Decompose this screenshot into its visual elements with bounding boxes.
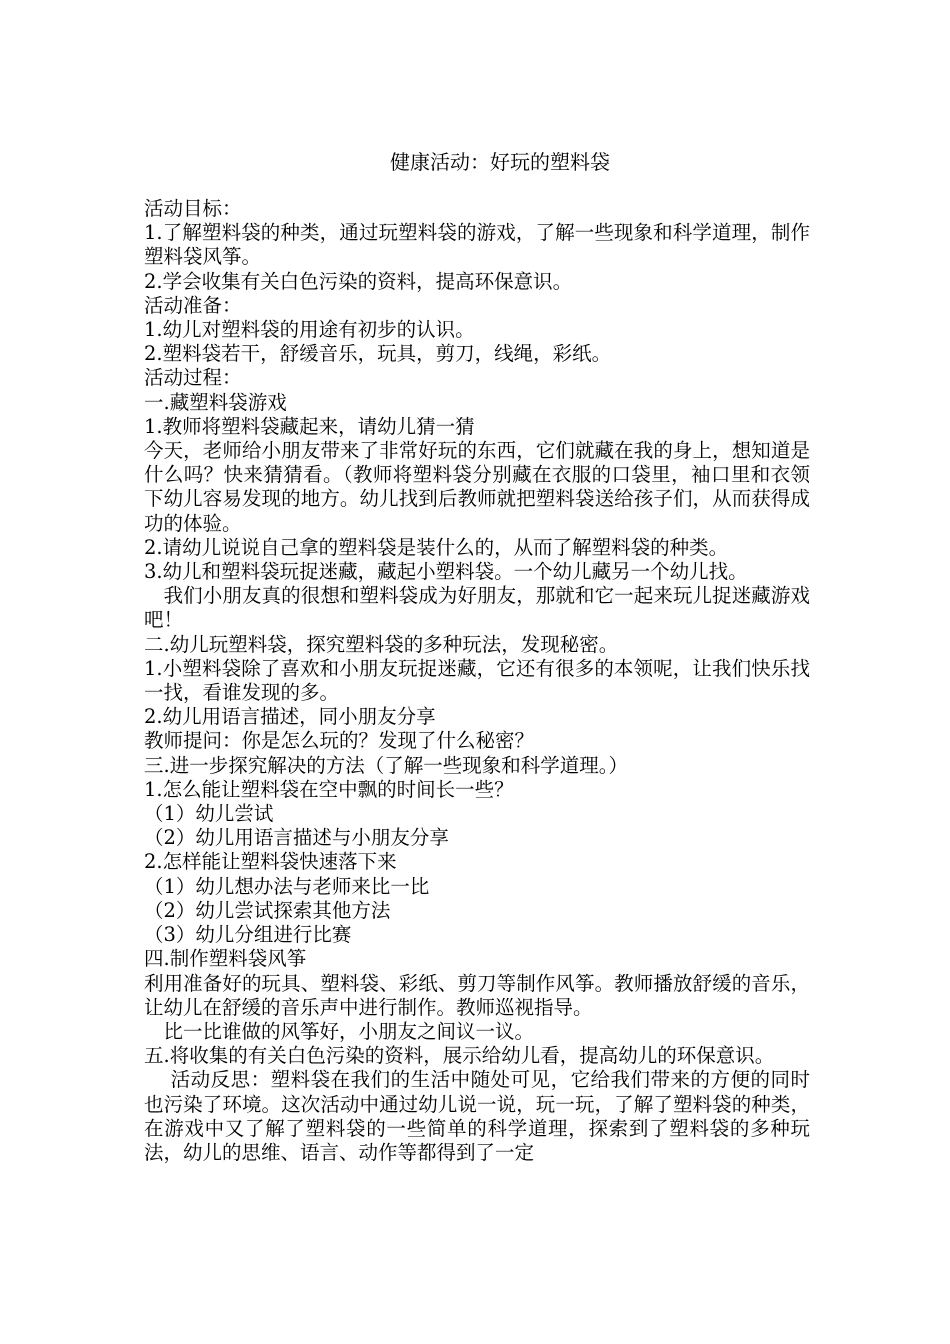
paragraph: （1）幼儿尝试 — [144, 802, 274, 826]
paragraph: 1.幼儿对塑料袋的用途有初步的认识。 — [144, 318, 475, 342]
paragraph: 1.怎么能让塑料袋在空中飘的时间长一些？ — [144, 777, 514, 801]
paragraph: 三.进一步探究解决的方法（了解一些现象和科学道理。） — [144, 753, 628, 777]
paragraph: 2.塑料袋若干，舒缓音乐，玩具，剪刀，线绳，彩纸。 — [144, 342, 612, 366]
paragraph: 活动准备： — [144, 293, 242, 317]
paragraph: （1）幼儿想办法与老师来比一比 — [144, 874, 430, 898]
paragraph: 利用准备好的玩具、塑料袋、彩纸、剪刀等制作风筝。教师播放舒缓的音乐，让幼儿在舒缓的音乐声中进行制作。教师巡视指导。 — [144, 971, 810, 1019]
paragraph: （2）幼儿用语言描述与小朋友分享 — [144, 826, 449, 850]
paragraph: （2）幼儿尝试探索其他方法 — [144, 898, 391, 922]
paragraph: 3.幼儿和塑料袋玩捉迷藏，藏起小塑料袋。一个幼儿藏另一个幼儿找。 — [144, 560, 748, 584]
document-title: 健康活动：好玩的塑料袋 — [390, 150, 610, 174]
paragraph: 1.教师将塑料袋藏起来，请幼儿猜一猜 — [144, 414, 475, 438]
paragraph: 今天，老师给小朋友带来了非常好玩的东西，它们就藏在我的身上，想知道是什么吗？快来猜猜看。（教师将塑料袋分别藏在衣服的口袋里，袖口里和衣领下幼儿容易发现的地方。幼儿找到后教师就把塑料袋送给孩子们，从而获得成功的体验。 — [144, 439, 810, 535]
paragraph: 1.小塑料袋除了喜欢和小朋友玩捉迷藏，它还有很多的本领呢，让我们快乐找一找，看谁发现的多。 — [144, 656, 810, 705]
paragraph: 比一比谁做的风筝好，小朋友之间议一议。 — [144, 1019, 535, 1043]
paragraph: 2.学会收集有关白色污染的资料，提高环保意识。 — [144, 269, 573, 293]
document-body — [144, 197, 810, 1165]
paragraph: 1.了解塑料袋的种类，通过玩塑料袋的游戏，了解一些现象和科学道理，制作塑料袋风筝。 — [144, 221, 810, 269]
paragraph: 活动过程： — [144, 366, 242, 390]
paragraph: 四.制作塑料袋风筝 — [144, 947, 307, 971]
paragraph: 一.藏塑料袋游戏 — [144, 390, 287, 414]
paragraph: 2.请幼儿说说自己拿的塑料袋是装什么的，从而了解塑料袋的种类。 — [144, 535, 729, 559]
paragraph: 五.将收集的有关白色污染的资料，展示给幼儿看，提高幼儿的环保意识。 — [144, 1044, 775, 1068]
paragraph: 教师提问：你是怎么玩的？发现了什么秘密？ — [144, 729, 535, 753]
paragraph: 2.幼儿用语言描述，同小朋友分享 — [144, 705, 436, 729]
paragraph: 活动反思：塑料袋在我们的生活中随处可见，它给我们带来的方便的同时也污染了环境。这次活动中通过幼儿说一说，玩一玩，了解了塑料袋的种类，在游戏中又了解了塑料袋的一些简单的科学道理，探索到了塑料袋的多种玩法，幼儿的思维、语言、动作等都得到了一定 — [144, 1068, 810, 1164]
paragraph: 我们小朋友真的很想和塑料袋成为好朋友，那就和它一起来玩儿捉迷藏游戏吧！ — [144, 584, 810, 632]
paragraph: 活动目标： — [144, 197, 242, 220]
paragraph: 二.幼儿玩塑料袋，探究塑料袋的多种玩法，发现秘密。 — [144, 632, 619, 656]
paragraph: 2.怎样能让塑料袋快速落下来 — [144, 850, 397, 874]
paragraph: （3）幼儿分组进行比赛 — [144, 923, 352, 947]
